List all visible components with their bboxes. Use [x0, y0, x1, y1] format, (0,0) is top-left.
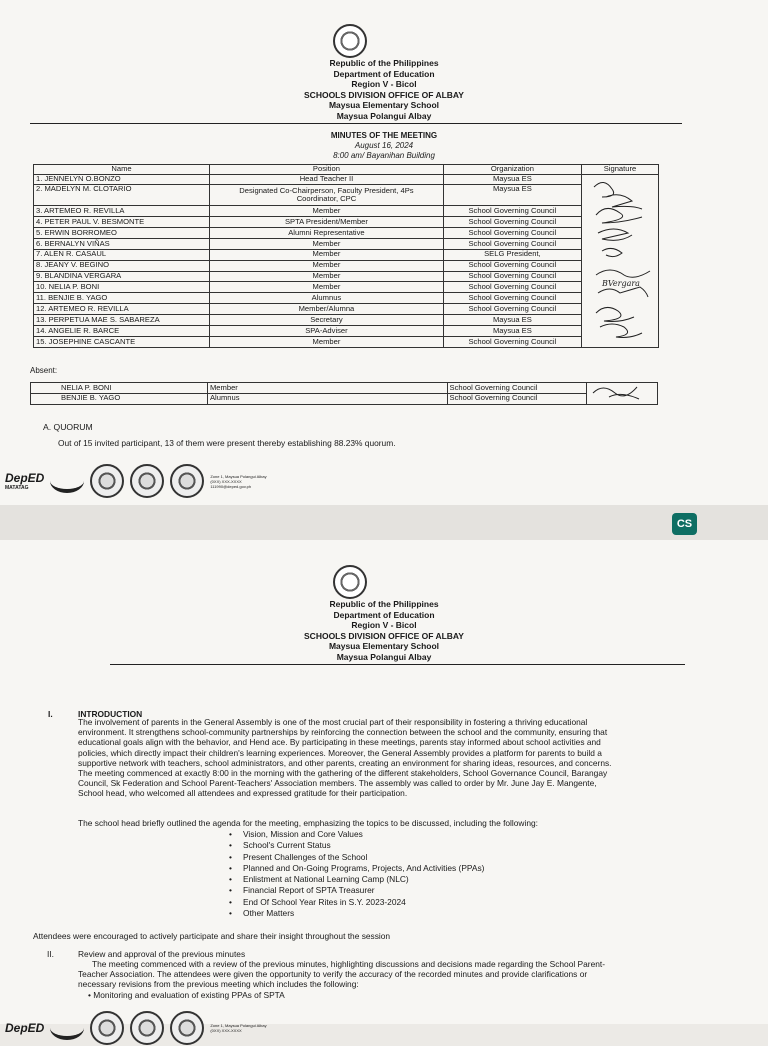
header-line-5: Maysua Elementary School	[328, 100, 440, 110]
attendee-name: 15. JOSEPHINE CASCANTE	[34, 336, 210, 347]
quorum-text: Out of 15 invited participant, 13 of them were present thereby establishing 88.23% quorum.	[58, 438, 396, 448]
list-item: • Planned and On-Going Programs, Projects, And Activities (PPAs)	[229, 863, 484, 874]
footer-logos	[5, 1010, 267, 1046]
attendee-org: School Governing Council	[443, 271, 581, 282]
attendee-org: Maysua ES	[443, 185, 581, 206]
school-logo-icon	[170, 464, 204, 498]
attendee-position: Member/Alumna	[210, 304, 444, 315]
header-line-4: SCHOOLS DIVISION OFFICE OF ALBAY	[304, 89, 464, 100]
table-row	[34, 326, 659, 337]
page-gap	[0, 505, 768, 540]
table-row	[34, 227, 659, 238]
attendee-position: Head Teacher II	[210, 174, 444, 185]
attendee-org: Maysua ES	[443, 326, 581, 337]
deped-matatag-logo	[5, 1021, 44, 1035]
header-line-6: Maysua Polangui Albay	[336, 651, 432, 662]
attendee-name: 4. PETER PAUL V. BESMONTE	[34, 216, 210, 227]
attendee-name: 10. NELIA P. BONI	[34, 282, 210, 293]
header-divider	[110, 664, 685, 665]
school-logo-icon	[170, 1011, 204, 1045]
camscanner-badge[interactable]: CS	[672, 513, 697, 535]
table-row	[34, 249, 659, 260]
paragraph-line: School head, who welcomed all attendees and expressed gratitude for their participation.	[78, 788, 408, 799]
minutes-time-place: 8:00 am/ Bayanihan Building	[333, 151, 435, 160]
attendee-position: SPTA President/Member	[210, 216, 444, 227]
attendee-position: Member	[210, 206, 444, 217]
list-item: • Financial Report of SPTA Treasurer	[229, 885, 484, 896]
table-row	[34, 315, 659, 326]
address-line: Zone 1, Maysua Polangui Albay	[210, 473, 267, 479]
list-item: • End Of School Year Rites in S.Y. 2023-2024	[229, 897, 484, 908]
signature-scribble-icon	[589, 383, 655, 401]
attendee-name: 14. ANGELIE R. BARCE	[34, 326, 210, 337]
region-logo-icon	[130, 464, 164, 498]
division-logo-icon	[90, 1011, 124, 1045]
table-row	[34, 238, 659, 249]
attendee-name: 6. BERNALYN VIÑAS	[34, 238, 210, 249]
attendee-position: SPA-Adviser	[210, 326, 444, 337]
encouraged-text: Attendees were encouraged to actively participate and share their insight throughout the session	[33, 931, 391, 941]
attendee-position: Member	[210, 271, 444, 282]
letterhead	[0, 58, 768, 121]
attendee-name: 5. ERWIN BORROMEO	[34, 227, 210, 238]
attendee-name: 1. JENNELYN O.BONZO	[34, 174, 210, 185]
header-divider	[30, 123, 682, 124]
paragraph-line: necessary revisions from the previous meeting which includes the following:	[78, 979, 359, 990]
attendee-name: 2. MADELYN M. CLOTARIO	[34, 185, 210, 206]
absent-org: School Governing Council	[447, 383, 586, 394]
paragraph-line: Teacher Association. The attendees were given the opportunity to verify the accuracy of the recorded minutes and provide clarifications or	[78, 969, 588, 980]
header-line-3: Region V - Bicol	[351, 620, 417, 630]
table-row	[34, 282, 659, 293]
header-line-6: Maysua Polangui Albay	[336, 110, 432, 121]
attendee-position: Alumni Representative	[210, 227, 444, 238]
intro-paragraph	[78, 717, 678, 799]
column-header: Position	[210, 165, 444, 175]
paragraph-line: The meeting commenced at exactly 8:00 in the morning with the gathering of the different stakeholders, School Governance Council, Barangay	[78, 768, 608, 779]
matatag-text: MATATAG	[5, 485, 29, 491]
intro-numeral: I.	[48, 709, 53, 719]
column-header: Organization	[443, 165, 581, 175]
attendee-position	[210, 185, 444, 206]
review-heading: Review and approval of the previous minutes	[78, 949, 246, 959]
list-item: • Other Matters	[229, 908, 484, 919]
bagong-pilipinas-icon	[50, 1016, 84, 1040]
list-item: • Enlistment at National Learning Camp (NLC)	[229, 874, 484, 885]
footer-address	[210, 474, 266, 489]
attendee-name: 8. JEANY V. BEGINO	[34, 260, 210, 271]
signature-scribbles-icon	[584, 175, 656, 345]
attendee-position: Member	[210, 249, 444, 260]
deped-logo-text: DepED	[5, 1021, 45, 1035]
attendee-position: Member	[210, 238, 444, 249]
attendee-org: Maysua ES	[443, 174, 581, 185]
address-line: Zone 1, Maysua Polangui Albay	[210, 1023, 267, 1028]
absent-position: Member	[207, 383, 447, 394]
attendee-name: 9. BLANDINA VERGARA	[34, 271, 210, 282]
attendee-org: School Governing Council	[443, 260, 581, 271]
table-header-row	[34, 165, 659, 175]
attendee-org: School Governing Council	[443, 336, 581, 347]
email-line: 111990@deped.gov.ph	[210, 483, 252, 489]
attendee-org: School Governing Council	[443, 238, 581, 249]
signature-text: BVergara	[601, 278, 640, 288]
list-item: • Vision, Mission and Core Values	[229, 829, 484, 840]
table-row	[34, 336, 659, 347]
paragraph-line: policies, which directly impact their children's learning experiences. Moreover, the General Assembly provides a platform for parents to build a	[78, 747, 602, 758]
absent-label: Absent:	[30, 366, 58, 375]
column-header: Name	[34, 165, 210, 175]
document-page-2	[0, 540, 768, 1035]
attendee-position: Secretary	[210, 315, 444, 326]
header-line-5: Maysua Elementary School	[328, 641, 440, 651]
minutes-title-block	[0, 131, 768, 161]
column-header: Signature	[581, 165, 658, 175]
attendee-name: 13. PERPETUA MAE S. SABAREZA	[34, 315, 210, 326]
review-numeral: II.	[47, 949, 54, 959]
absent-table	[30, 382, 658, 405]
absent-signature	[586, 383, 657, 405]
absent-position: Alumnus	[207, 393, 447, 404]
deped-seal-icon	[333, 565, 367, 599]
paragraph-line: supportive network with teachers, school administrators, and other parents, creating an environment for sharing ideas, resources, and concerns.	[78, 757, 612, 768]
header-line-1: Republic of the Philippines	[329, 599, 439, 609]
attendee-org: School Governing Council	[443, 304, 581, 315]
attendee-position: Alumnus	[210, 293, 444, 304]
attendee-org: School Governing Council	[443, 206, 581, 217]
table-row	[31, 393, 658, 404]
table-row	[34, 185, 659, 206]
quorum-heading: A. QUORUM	[43, 422, 93, 432]
position-line-1: Designated Co-Chairperson, Faculty President, 4Ps	[239, 185, 414, 195]
list-item: • Present Challenges of the School	[229, 852, 484, 863]
minutes-title: MINUTES OF THE MEETING	[330, 131, 438, 140]
attendee-name: 11. BENJIE B. YAGO	[34, 293, 210, 304]
list-item: • School's Current Status	[229, 840, 484, 851]
division-logo-icon	[90, 464, 124, 498]
intro-heading: INTRODUCTION	[78, 709, 143, 719]
table-row	[34, 216, 659, 227]
table-row	[34, 260, 659, 271]
phone-line: (0XX) XXX-XXXX	[210, 478, 242, 484]
header-line-2: Department of Education	[333, 68, 435, 79]
phone-line: (0XX) XXX-XXXX	[210, 1028, 242, 1033]
attendee-org: School Governing Council	[443, 227, 581, 238]
attendee-org: School Governing Council	[443, 293, 581, 304]
review-paragraph	[78, 959, 678, 1000]
document-page-1	[0, 0, 768, 505]
paragraph-line: environment. It strengthens school-community partnerships by reinforcing the connection between the school and the community, ensuring that	[78, 727, 608, 738]
table-row	[34, 206, 659, 217]
region-logo-icon	[130, 1011, 164, 1045]
attendee-position: Member	[210, 260, 444, 271]
header-line-4: SCHOOLS DIVISION OFFICE OF ALBAY	[304, 630, 464, 641]
signature-column	[581, 174, 658, 348]
table-row	[34, 271, 659, 282]
table-row	[34, 293, 659, 304]
footer-logos	[5, 463, 267, 499]
position-line-2: Coordinator, CPC	[296, 194, 357, 204]
absent-org: School Governing Council	[447, 393, 586, 404]
attendee-position: Member	[210, 336, 444, 347]
deped-seal-icon	[333, 24, 367, 58]
agenda-intro: The school head briefly outlined the agenda for the meeting, emphasizing the topics to be discussed, including the following:	[78, 818, 538, 828]
table-row	[34, 304, 659, 315]
attendee-org: Maysua ES	[443, 315, 581, 326]
deped-matatag-logo	[5, 471, 44, 491]
review-bullet: • Monitoring and evaluation of existing PPAs of SPTA	[88, 989, 285, 1000]
attendee-name: 12. ARTEMEO R. REVILLA	[34, 304, 210, 315]
bagong-pilipinas-icon	[50, 469, 84, 493]
attendee-org: School Governing Council	[443, 282, 581, 293]
table-row	[34, 174, 659, 185]
header-line-2: Department of Education	[333, 609, 435, 620]
table-row	[31, 383, 658, 394]
deped-logo-text: DepED	[5, 471, 45, 485]
attendee-org: SELG President,	[443, 249, 581, 260]
attendee-name: 7. ALEN R. CASAUL	[34, 249, 210, 260]
letterhead	[0, 599, 768, 662]
header-line-1: Republic of the Philippines	[329, 58, 439, 68]
attendee-position: Member	[210, 282, 444, 293]
attendance-table	[33, 164, 659, 348]
attendee-org: School Governing Council	[443, 216, 581, 227]
paragraph-line: Council, Sk Federation and School Parent-Teachers' Association members. The assembly was called to order by Mr. June Jay E. Mangente,	[78, 778, 597, 789]
header-line-3: Region V - Bicol	[351, 79, 417, 89]
agenda-list	[229, 829, 484, 919]
absent-name: BENJIE B. YAGO	[31, 393, 208, 404]
paragraph-line: educational goals align with the behavior, and Hend ace. By participating in these meetings, parents stay informed about school activities and	[78, 737, 601, 748]
attendee-name: 3. ARTEMEO R. REVILLA	[34, 206, 210, 217]
absent-name: NELIA P. BONI	[31, 383, 208, 394]
footer-address	[210, 1023, 266, 1033]
paragraph-line: The involvement of parents in the General Assembly is one of the most crucial part of their responsibility in fostering a thriving educational	[78, 717, 588, 727]
minutes-date: August 16, 2024	[354, 141, 414, 150]
paragraph-line: The meeting commenced with a review of the previous minutes, highlighting discussions and decisions made regarding the School Parent-	[92, 959, 606, 969]
